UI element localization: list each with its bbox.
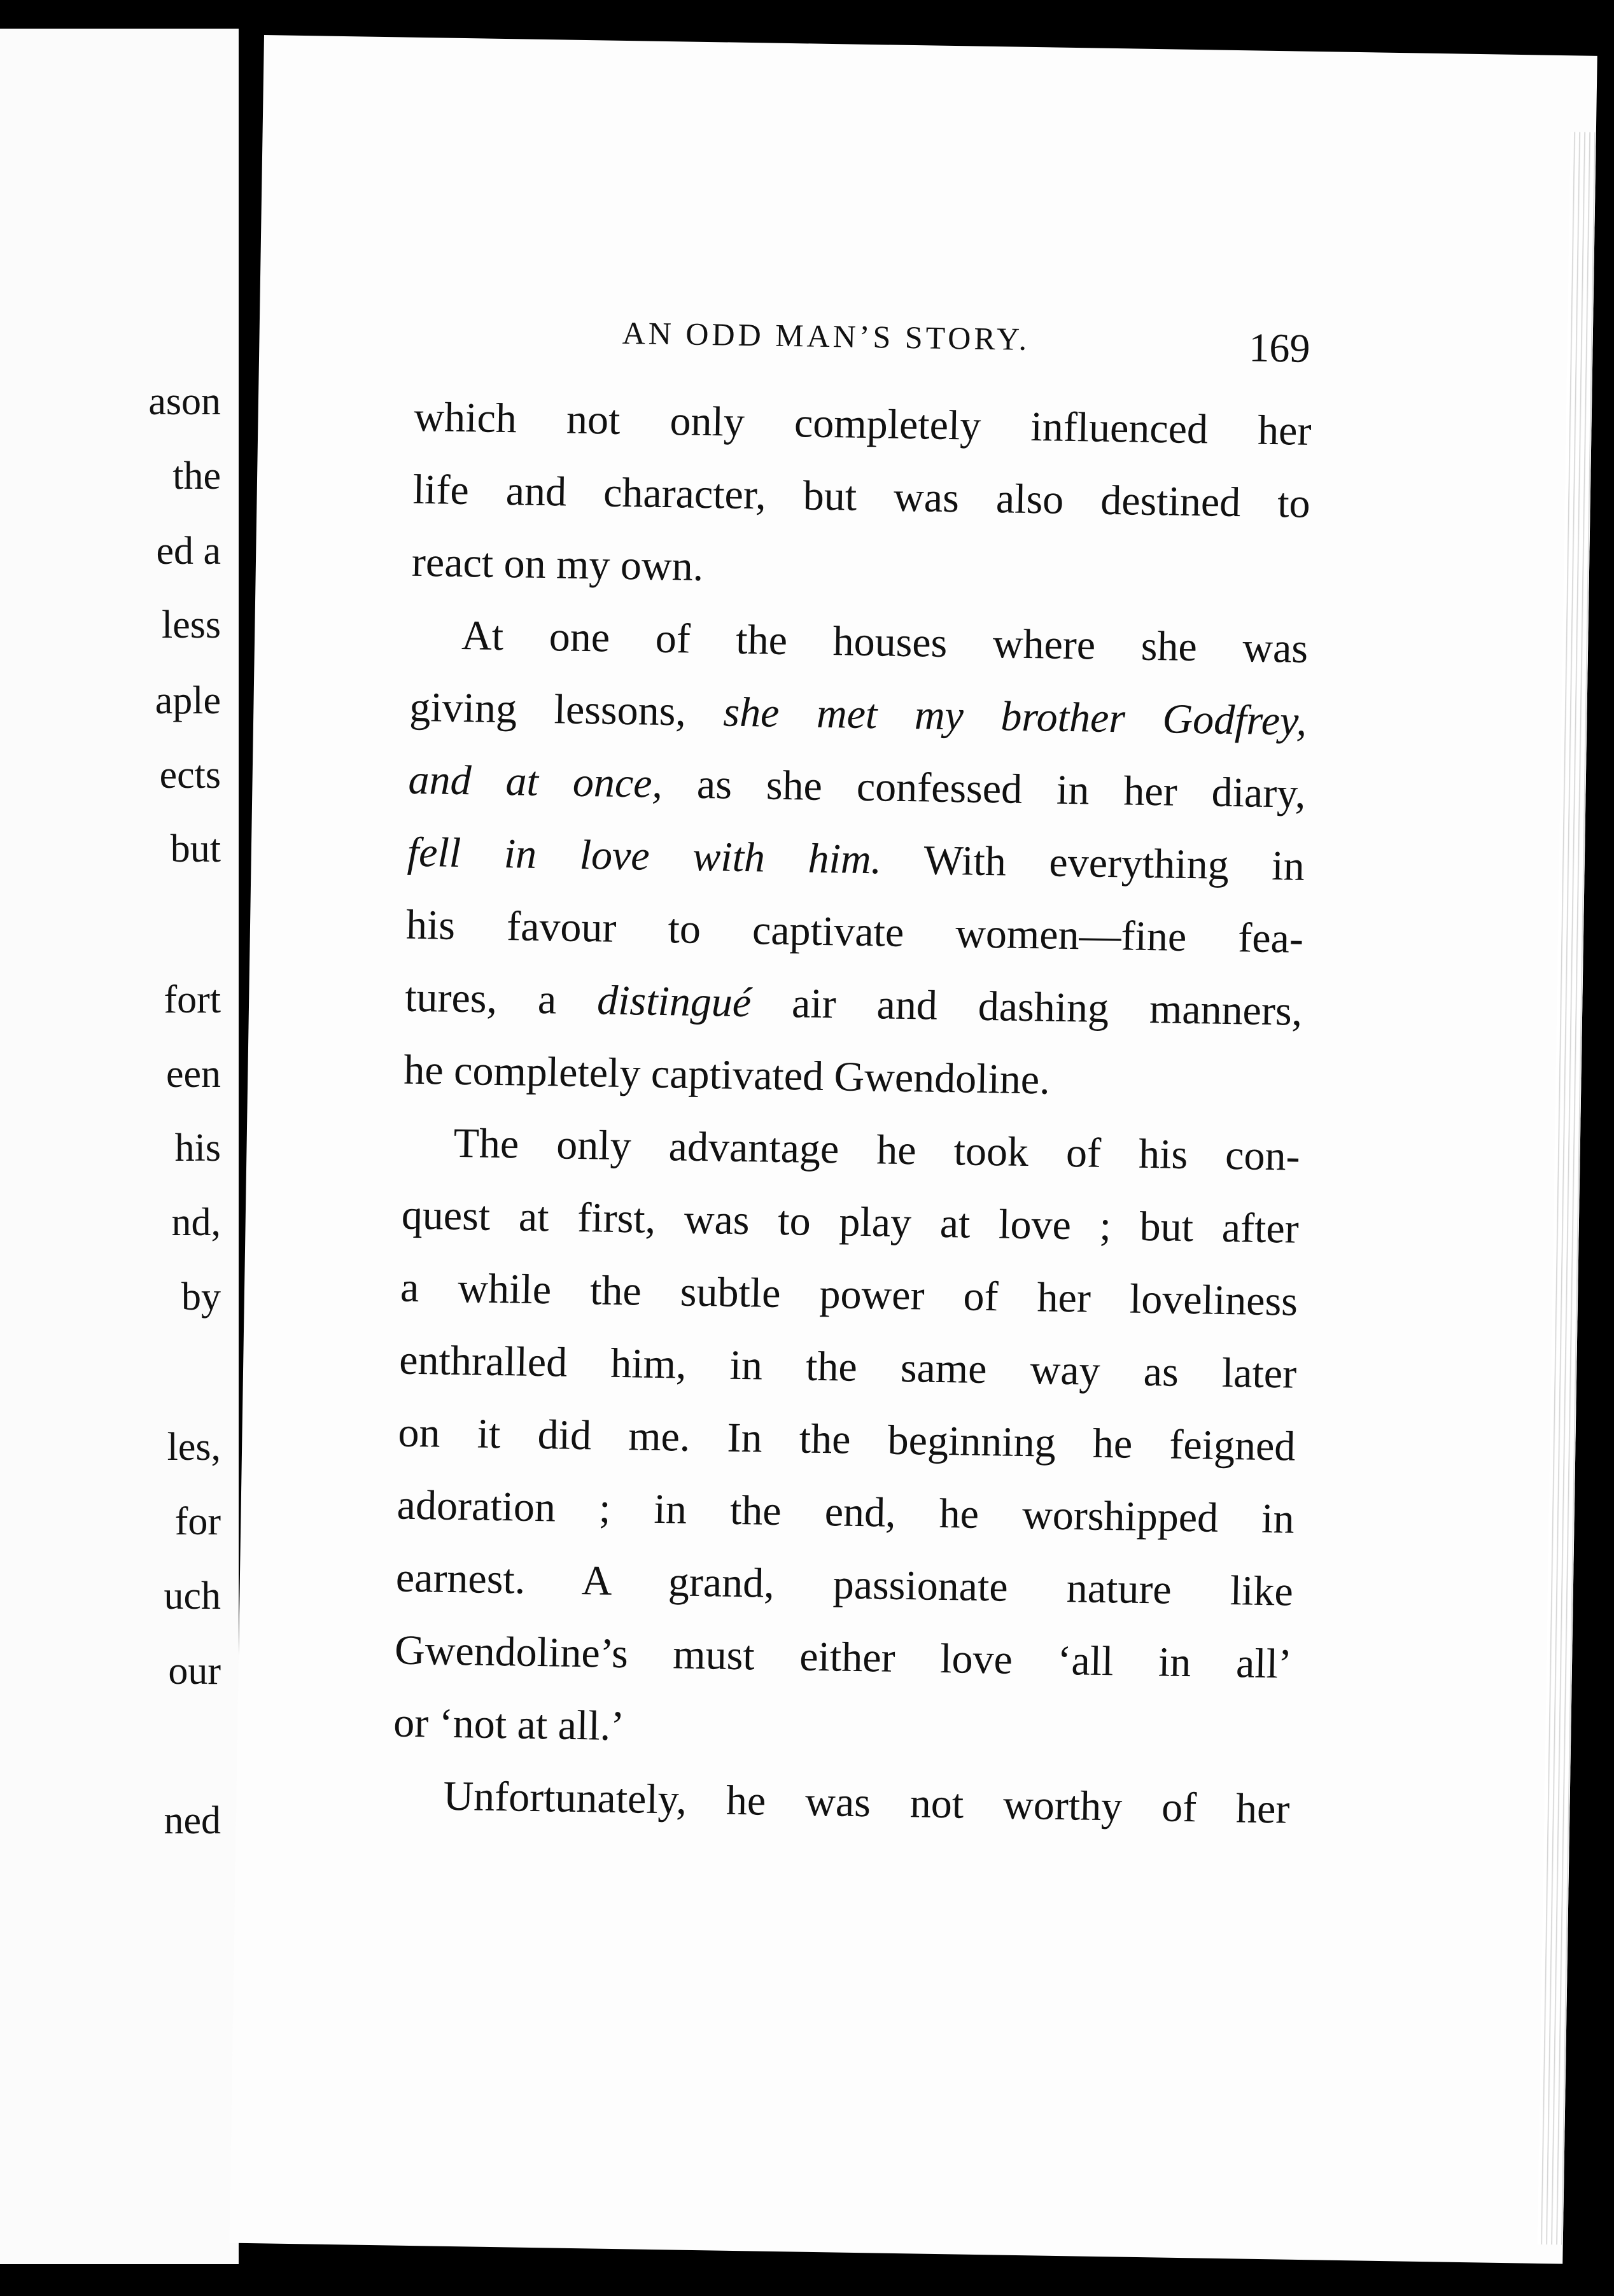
text-line: At one of the houses where she was	[461, 612, 1309, 672]
text-line: life and character, but was also destined to	[412, 466, 1311, 527]
text-line: which not only completely influenced her	[414, 393, 1312, 454]
left-facing-page	[0, 29, 239, 2265]
text-line: on it did me. In the beginning he feigned	[397, 1409, 1296, 1470]
left-page-line: fort	[164, 978, 221, 1021]
text-line: enthralled him, in the same way as later	[398, 1336, 1297, 1397]
text-line: or ‘not at all.’	[393, 1699, 625, 1750]
text-line: The only advantage he took of his con-	[453, 1119, 1301, 1180]
text-line: react on my own.	[411, 538, 704, 590]
text-line: tures, a distingué air and dashing manners,	[404, 974, 1303, 1035]
left-page-line: less	[162, 603, 221, 647]
running-head: AN ODD MAN’S STORY.	[622, 314, 1030, 357]
left-page-line: ason	[148, 380, 221, 423]
left-page-line: uch	[164, 1574, 221, 1618]
text-line: adoration ; in the end, he worshipped in	[396, 1481, 1295, 1543]
text-line: and at once, as she confessed in her diary,	[408, 756, 1307, 817]
left-page-line: for	[174, 1500, 221, 1543]
left-page-line: ed a	[156, 529, 221, 573]
left-page-line: ned	[164, 1799, 221, 1842]
left-page-line: een	[165, 1053, 221, 1096]
text-line: his favour to captivate women—fine fea-	[405, 901, 1304, 962]
page-edges	[1538, 132, 1596, 2244]
text-line: fell in love with him. With everything in	[407, 829, 1305, 890]
body-text	[392, 381, 1312, 1846]
text-line: earnest. A grand, passionate nature like	[395, 1554, 1294, 1615]
left-page-line: ects	[159, 753, 221, 797]
text-line: a while the subtle power of her loveliness	[400, 1264, 1298, 1325]
right-page	[229, 35, 1597, 2264]
text-line: quest at first, was to play at love ; but after	[401, 1191, 1300, 1252]
left-page-line: nd,	[171, 1201, 221, 1244]
text-line: giving lessons, she met my brother Godfrey,	[409, 683, 1307, 745]
left-page-line: but	[170, 827, 221, 871]
text-line: Unfortunately, he was not worthy of her	[442, 1772, 1290, 1833]
left-page-line: by	[181, 1275, 221, 1319]
scan-border	[0, 2264, 1614, 2296]
left-page-line: his	[174, 1126, 221, 1170]
text-line: Gwendoline’s must either love ‘all in all’	[394, 1627, 1293, 1688]
left-page-line: les,	[167, 1425, 221, 1469]
left-page-line: our	[168, 1649, 221, 1693]
text-line: he completely captivated Gwendoline.	[403, 1046, 1051, 1103]
left-page-line: the	[172, 454, 221, 498]
page-number: 169	[1248, 325, 1311, 371]
left-page-line: aple	[155, 679, 221, 722]
